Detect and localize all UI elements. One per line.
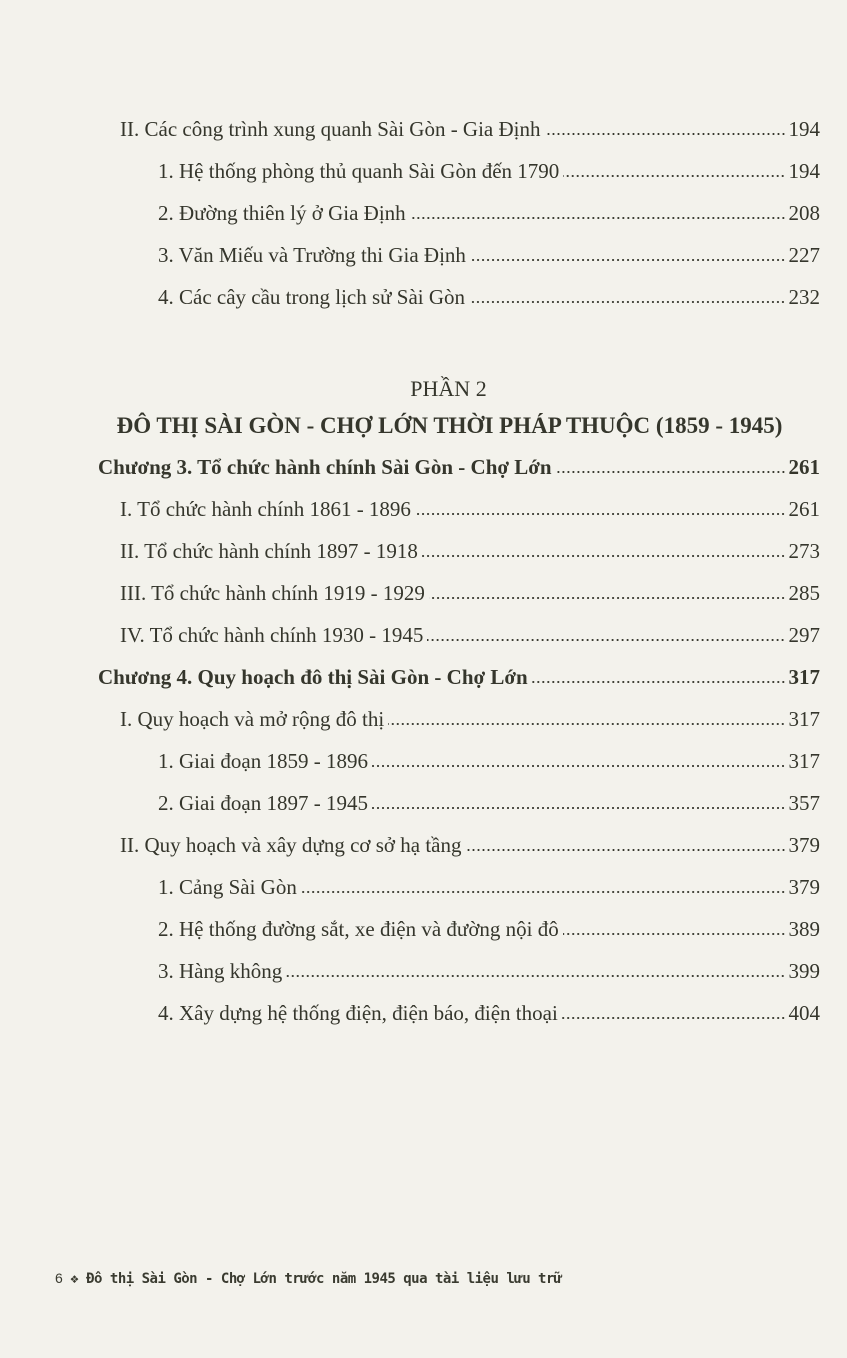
chapter-entry: [98, 656, 820, 698]
running-title: Đô thị Sài Gòn - Chợ Lớn trước năm 1945 qua tài liệu lưu trữ: [86, 1271, 562, 1287]
dot-leader: [469, 300, 785, 304]
page-footer: [55, 1270, 562, 1287]
dot-leader: [545, 132, 786, 136]
dot-leader: [372, 764, 786, 768]
entry-title: 2. Giai đoạn 1897 - 1945: [158, 791, 368, 815]
entry-page: 317: [788, 749, 820, 773]
entry-page: 379: [788, 833, 820, 857]
dot-leader: [563, 932, 786, 936]
dot-leader: [415, 512, 786, 516]
toc-entry: [158, 782, 820, 824]
dot-leader: [429, 596, 786, 600]
entry-title: II. Quy hoạch và xây dựng cơ sở hạ tầng: [120, 833, 462, 857]
toc-entry: [120, 488, 820, 530]
entry-title: 2. Đường thiên lý ở Gia Định: [158, 201, 406, 225]
entry-page: 317: [788, 665, 820, 689]
part-title: ĐÔ THỊ SÀI GÒN - CHỢ LỚN THỜI PHÁP THUỘC (1859 - 1945): [116, 413, 783, 438]
toc-entry: [120, 824, 820, 866]
dot-leader: [562, 1016, 786, 1020]
entry-page: 194: [788, 117, 820, 141]
toc-entry: [158, 866, 820, 908]
dot-leader: [372, 806, 786, 810]
toc-entry: [120, 698, 820, 740]
dot-leader: [563, 174, 785, 178]
entry-page: 227: [788, 243, 820, 267]
toc-entry: [158, 908, 820, 950]
dot-leader: [422, 554, 786, 558]
dot-leader: [532, 680, 786, 684]
diamond-ornament-icon: ❖: [70, 1271, 79, 1287]
toc-entry: [120, 614, 820, 656]
entry-page: 317: [788, 707, 820, 731]
entry-title: I. Tổ chức hành chính 1861 - 1896: [120, 497, 411, 521]
entry-page: 273: [788, 539, 820, 563]
dot-leader: [556, 470, 786, 474]
entry-page: 285: [788, 581, 820, 605]
entry-page: 194: [788, 159, 820, 183]
entry-page: 357: [788, 791, 820, 815]
entry-title: 1. Cảng Sài Gòn: [158, 875, 297, 899]
toc-entry: [158, 150, 820, 192]
entry-title: II. Các công trình xung quanh Sài Gòn - Gia Định: [120, 117, 541, 141]
entry-title: 1. Giai đoạn 1859 - 1896: [158, 749, 368, 773]
dot-leader: [410, 216, 786, 220]
entry-page: 399: [788, 959, 820, 983]
entry-page: 379: [788, 875, 820, 899]
dot-leader: [427, 638, 785, 642]
part-label: PHẦN 2: [410, 376, 487, 401]
toc-entry: [158, 234, 820, 276]
entry-title: I. Quy hoạch và mở rộng đô thị: [120, 707, 385, 731]
entry-title: IV. Tổ chức hành chính 1930 - 1945: [120, 623, 424, 647]
toc-entry: [120, 572, 820, 614]
toc-entry: [158, 276, 820, 318]
toc-entry: [158, 992, 820, 1034]
entry-title: 3. Văn Miếu và Trường thi Gia Định: [158, 243, 466, 267]
entry-page: 297: [788, 623, 820, 647]
entry-title: 2. Hệ thống đường sắt, xe điện và đường nội đô: [158, 917, 559, 941]
table-of-contents: [0, 108, 847, 1034]
chapter-entry: [98, 446, 820, 488]
chapter-title: Chương 3. Tổ chức hành chính Sài Gòn - Chợ Lớn: [98, 455, 552, 479]
entry-page: 232: [788, 285, 820, 309]
entry-title: II. Tổ chức hành chính 1897 - 1918: [120, 539, 418, 563]
toc-entry: [158, 740, 820, 782]
entry-page: 404: [788, 1001, 820, 1025]
dot-leader: [466, 848, 786, 852]
dot-leader: [388, 722, 785, 726]
entry-title: III. Tổ chức hành chính 1919 - 1929: [120, 581, 425, 605]
chapter-title: Chương 4. Quy hoạch đô thị Sài Gòn - Chợ Lớn: [98, 665, 528, 689]
entry-title: 4. Các cây cầu trong lịch sử Sài Gòn: [158, 285, 466, 309]
toc-entry: [120, 530, 820, 572]
entry-page: 389: [788, 917, 820, 941]
entry-title: 4. Xây dựng hệ thống điện, điện báo, điện thoại: [158, 1001, 558, 1025]
dot-leader: [301, 890, 786, 894]
entry-page: 208: [788, 201, 820, 225]
toc-entry: [158, 950, 820, 992]
dot-leader: [286, 974, 785, 978]
entry-page: 261: [788, 497, 820, 521]
toc-entry: [120, 108, 820, 150]
entry-page: 261: [788, 455, 820, 479]
entry-title: 3. Hàng không: [158, 959, 283, 983]
dot-leader: [470, 258, 786, 262]
entry-title: 1. Hệ thống phòng thủ quanh Sài Gòn đến 1790: [158, 159, 560, 183]
toc-entry: [158, 192, 820, 234]
page-number: 6: [55, 1270, 63, 1286]
